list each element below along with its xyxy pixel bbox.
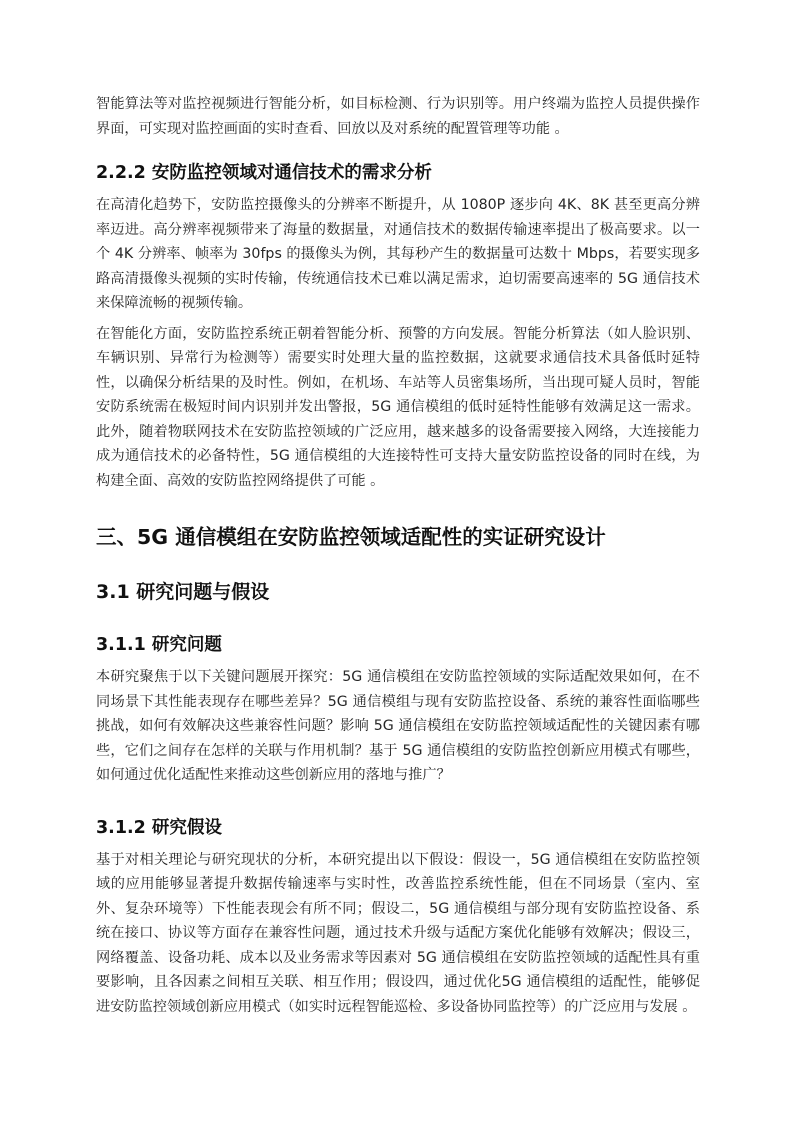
paragraph-research-hypotheses: 基于对相关理论与研究现状的分析，本研究提出以下假设：假设一，5G 通信模组在安防监控领域的应用能够显著提升数据传输速率与实时性，改善监控系统性能，但在不同场景（室内、室外、复杂环境等）下性能表现会有所不同；假设二，5G 通信模组与部分现有安防监控设备、系统在接口、协议等方面存在兼容性问题，通过技术升级与适配方案优化能够有效解决；假设三，网络覆盖、设备功耗、成本以及业务需求等因素对 5G 通信模组在安防监控领域的适配性具有重要影响，且各因素之间相互关联、相互作用；假设四，通过优化5G 通信模组的适配性，能够促进安防监控领域创新应用模式（如实时远程智能巡检、多设备协同监控等）的广泛应用与发展 。 bbox=[96, 851, 700, 1015]
heading-3-1-1: 3.1.1 研究问题 bbox=[96, 635, 222, 655]
paragraph-intro: 智能算法等对监控视频进行智能分析，如目标检测、行为识别等。用户终端为监控人员提供操作界面，可实现对监控画面的实时查看、回放以及对系统的配置管理等功能 。 bbox=[96, 96, 700, 137]
paragraph-research-questions: 本研究聚焦于以下关键问题展开探究：5G 通信模组在安防监控领域的实际适配效果如何，在不同场景下其性能表现存在哪些差异？5G 通信模组与现有安防监控设备、系统的兼容性面临哪些挑战，如何有效解决这些兼容性问题？影响 5G 通信模组在安防监控领域适配性的关键因素有哪些，它们之间存在怎样的关联与作用机制？基于 5G 通信模组的安防监控创新应用模式有哪些，如何通过优化适配性来推动这些创新应用的落地与推广？ bbox=[96, 669, 700, 783]
paragraph-high-definition: 在高清化趋势下，安防监控摄像头的分辨率不断提升，从 1080P 逐步向 4K、8K 甚至更高分辨率迈进。高分辨率视频带来了海量的数据量，对通信技术的数据传输速率提出了极高要求。以一个 4K 分辨率、帧率为 30fps 的摄像头为例，其每秒产生的数据量可达数十 Mbps，若要实现多路高清摄像头视频的实时传输，传统通信技术已难以满足需求，迫切需要高速率的 5G 通信技术来保障流畅的视频传输。 bbox=[96, 197, 700, 311]
paragraph-intelligence: 在智能化方面，安防监控系统正朝着智能分析、预警的方向发展。智能分析算法（如人脸识别、车辆识别、异常行为检测等）需要实时处理大量的监控数据，这就要求通信技术具备低时延特性，以确保分析结果的及时性。例如，在机场、车站等人员密集场所，当出现可疑人员时，智能安防系统需在极短时间内识别并发出警报，5G 通信模组的低时延特性能够有效满足这一需求。此外，随着物联网技术在安防监控领域的广泛应用，越来越多的设备需要接入网络，大连接能力成为通信技术的必备特性，5G 通信模组的大连接特性可支持大量安防监控设备的同时在线，为构建全面、高效的安防监控网络提供了可能 。 bbox=[96, 325, 700, 489]
heading-2-2-2: 2.2.2 安防监控领域对通信技术的需求分析 bbox=[96, 163, 432, 183]
heading-3-1: 3.1 研究问题与假设 bbox=[96, 581, 270, 603]
document-page bbox=[96, 92, 700, 1019]
heading-chapter-three: 三、5G 通信模组在安防监控领域适配性的实证研究设计 bbox=[96, 525, 606, 549]
heading-3-1-2: 3.1.2 研究假设 bbox=[96, 817, 222, 838]
